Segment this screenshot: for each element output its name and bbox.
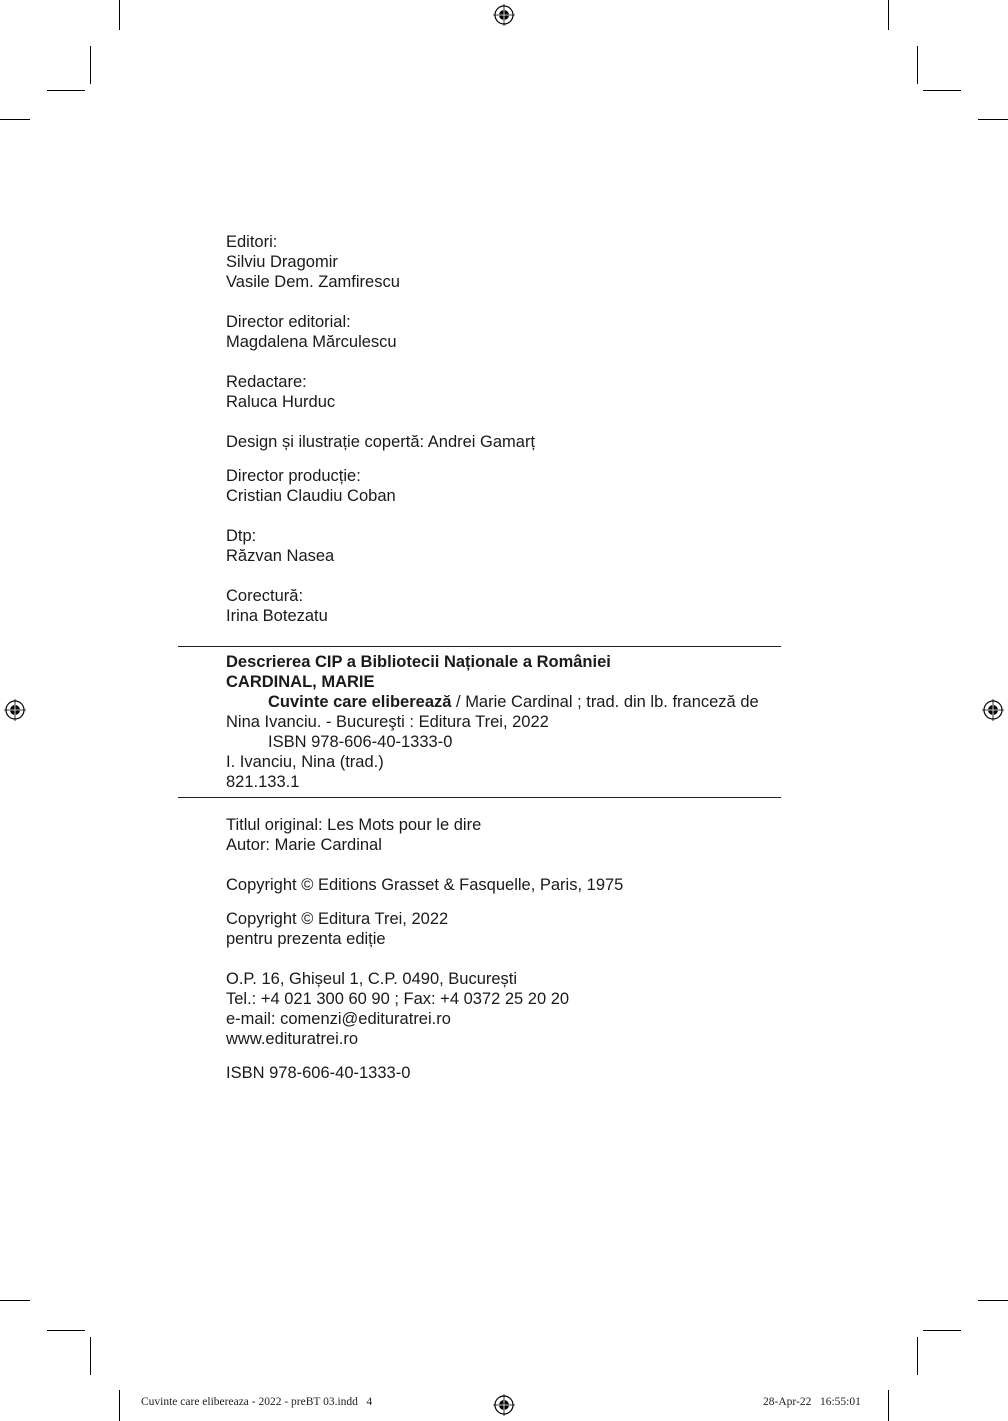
edition-note: pentru prezenta ediție <box>226 930 386 948</box>
divider-top <box>178 646 781 647</box>
copyright-original: Copyright © Editions Grasset & Fasquelle, Paris, 1975 <box>226 876 624 894</box>
dtp-name: Răzvan Nasea <box>226 547 335 565</box>
crop-mark <box>0 1300 30 1301</box>
corectura-label: Corectură: <box>226 587 304 605</box>
editors-label: Editori: <box>226 233 278 251</box>
crop-mark <box>923 1330 961 1331</box>
cip-title: Cuvinte care eliberează <box>268 693 452 711</box>
isbn: ISBN 978-606-40-1333-0 <box>226 1064 411 1082</box>
editor-name: Vasile Dem. Zamfirescu <box>226 273 400 291</box>
registration-mark-icon <box>4 699 26 721</box>
redactare-label: Redactare: <box>226 373 307 391</box>
credits-block <box>226 232 786 626</box>
crop-mark <box>888 1390 889 1421</box>
slug-date-time: 28-Apr-22 16:55:01 <box>763 1396 861 1408</box>
cip-title-line <box>226 692 782 712</box>
registration-mark-icon <box>982 699 1004 721</box>
cip-isbn: ISBN 978-606-40-1333-0 <box>268 733 453 751</box>
crop-mark <box>978 1300 1008 1301</box>
crop-mark <box>978 119 1008 120</box>
crop-mark <box>888 0 889 30</box>
publication-block <box>226 815 786 1083</box>
director-editorial-name: Magdalena Mărculescu <box>226 333 397 351</box>
slug-file: Cuvinte care elibereaza - 2022 - preBT 03.indd 4 <box>141 1396 373 1408</box>
crop-mark <box>917 1337 918 1375</box>
crop-mark <box>47 1330 85 1331</box>
copyright-edition: Copyright © Editura Trei, 2022 <box>226 910 449 928</box>
editor-name: Silviu Dragomir <box>226 253 338 271</box>
crop-mark <box>119 1390 120 1421</box>
original-author: Autor: Marie Cardinal <box>226 836 382 854</box>
redactare-name: Raluca Hurduc <box>226 393 336 411</box>
email-address: e-mail: comenzi@edituratrei.ro <box>226 1010 451 1028</box>
director-editorial-label: Director editorial: <box>226 313 351 331</box>
cip-title-rest: / Marie Cardinal ; trad. din lb. franceză de <box>451 693 759 711</box>
corectura-name: Irina Botezatu <box>226 607 328 625</box>
divider-bottom <box>178 797 781 798</box>
phone-fax: Tel.: +4 021 300 60 90 ; Fax: +4 0372 25 20 20 <box>226 990 570 1008</box>
cip-author: CARDINAL, MARIE <box>226 673 375 691</box>
registration-mark-icon <box>493 1394 515 1416</box>
cip-publisher-line: Nina Ivanciu. - Bucureşti : Editura Trei, 2022 <box>226 713 549 731</box>
director-productie-name: Cristian Claudiu Coban <box>226 487 396 505</box>
crop-mark <box>90 1337 91 1375</box>
crop-mark <box>923 90 961 91</box>
crop-mark <box>0 119 30 120</box>
original-title: Titlul original: Les Mots pour le dire <box>226 816 482 834</box>
crop-mark <box>47 90 85 91</box>
cip-classification: 821.133.1 <box>226 773 300 791</box>
cip-translator: I. Ivanciu, Nina (trad.) <box>226 753 384 771</box>
director-productie-label: Director producție: <box>226 467 361 485</box>
dtp-label: Dtp: <box>226 527 257 545</box>
cip-heading: Descrierea CIP a Bibliotecii Naționale a României <box>226 653 611 671</box>
postal-address: O.P. 16, Ghișeul 1, C.P. 0490, București <box>226 970 518 988</box>
website: www.edituratrei.ro <box>226 1030 359 1048</box>
registration-mark-icon <box>493 4 515 26</box>
crop-mark <box>119 0 120 30</box>
crop-mark <box>90 46 91 84</box>
cip-block <box>226 652 782 792</box>
crop-mark <box>917 46 918 84</box>
design-credit: Design și ilustrație copertă: Andrei Gamarț <box>226 433 536 451</box>
